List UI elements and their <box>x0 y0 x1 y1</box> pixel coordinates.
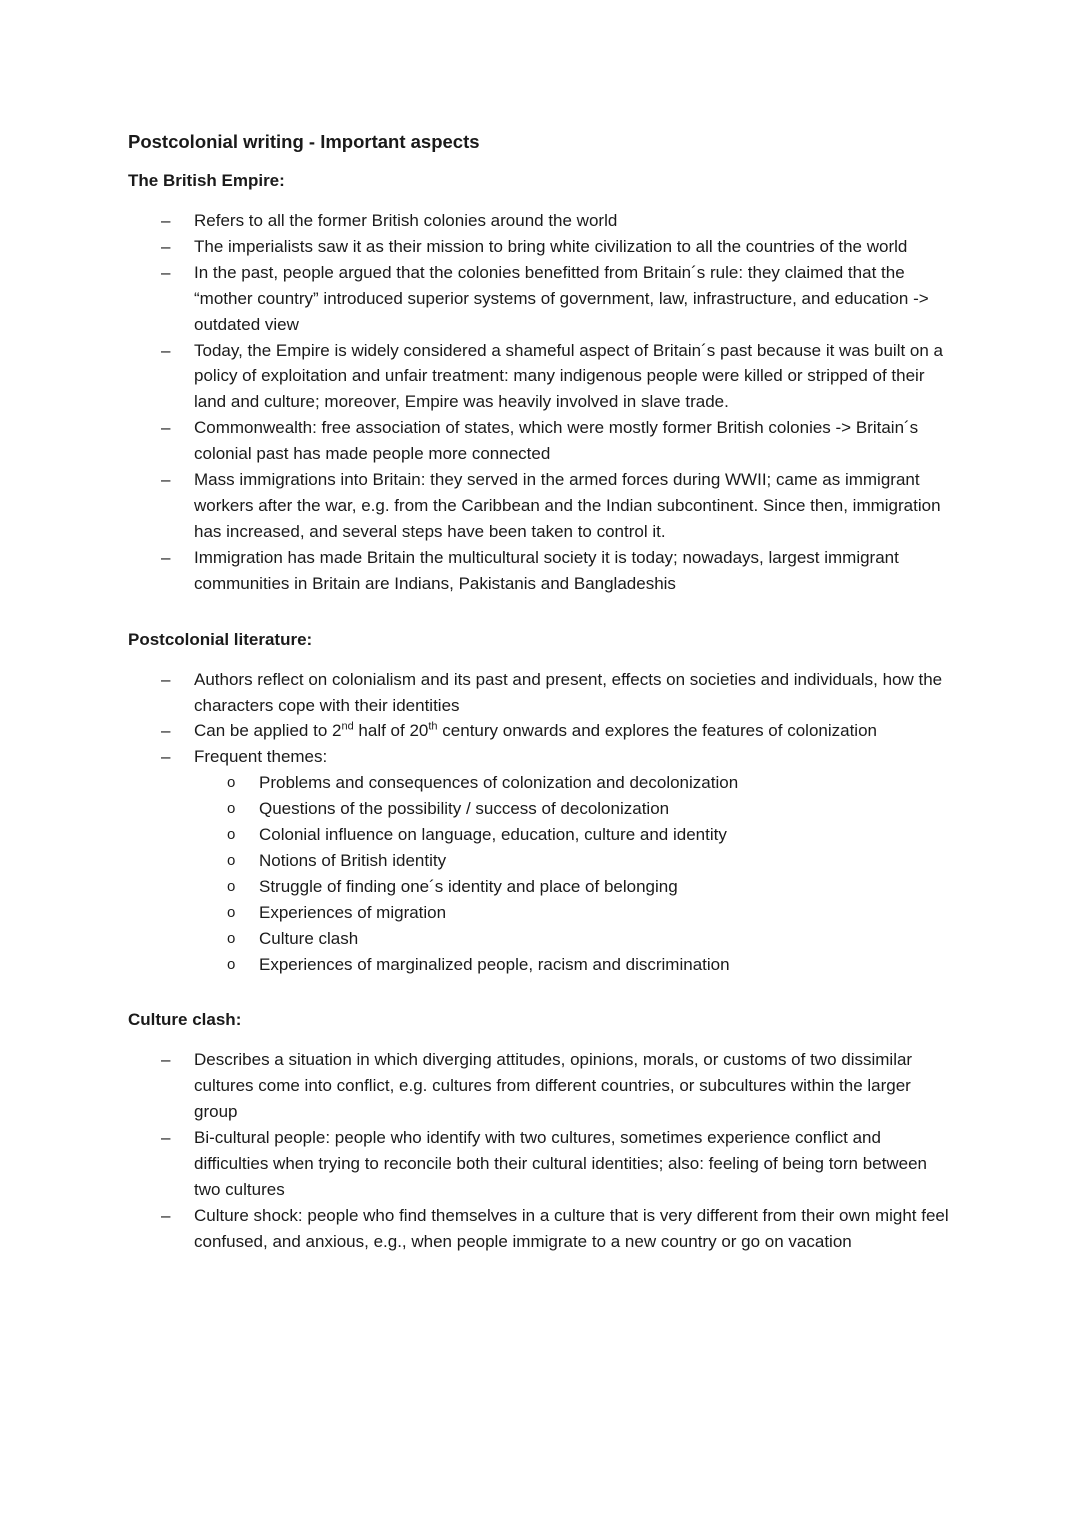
list-item: – Today, the Empire is widely considered a shameful aspect of Britain´s past because it was built on a policy of exploitation and unfair treatment: many indigenous people were killed or stripped of their land and culture; moreover, Empire was heavily involved in slave trade. <box>128 338 958 416</box>
list-item: – In the past, people argued that the colonies benefitted from Britain´s rule: they claimed that the “mother country” introduced superior systems of government, law, infrastructure, and education -> outdated view <box>128 260 958 338</box>
theme-item: o Colonial influence on language, education, culture and identity <box>194 822 958 848</box>
theme-item: o Struggle of finding one´s identity and place of belonging <box>194 874 958 900</box>
list-item: – Culture shock: people who find themselves in a culture that is very different from their own might feel confused, and anxious, e.g., when people immigrate to a new country or go on vacation <box>128 1203 958 1255</box>
theme-list <box>194 770 958 977</box>
section-culture-clash <box>128 1007 958 1254</box>
section-british-empire <box>128 168 958 597</box>
bullet-list <box>128 1047 958 1254</box>
document-title: Postcolonial writing - Important aspects <box>128 131 480 152</box>
list-item: – The imperialists saw it as their mission to bring white civilization to all the countries of the world <box>128 234 958 260</box>
section-heading: The British Empire: <box>128 171 285 190</box>
theme-item: o Experiences of migration <box>194 900 958 926</box>
section-heading: Culture clash: <box>128 1010 242 1030</box>
bullet-list <box>128 667 958 978</box>
list-item: – Describes a situation in which diverging attitudes, opinions, morals, or customs of two dissimilar cultures come into conflict, e.g. cultures from different countries, or subcultures within the larger group <box>128 1047 958 1125</box>
list-item: – Immigration has made Britain the multicultural society it is today; nowadays, largest immigrant communities in Britain are Indians, Pakistanis and Bangladeshis <box>128 545 958 597</box>
bullet-list <box>128 208 958 597</box>
list-item: – Bi-cultural people: people who identify with two cultures, sometimes experience conflict and difficulties when trying to reconcile both their cultural identities; also: feeling of being torn between two cultures <box>128 1125 958 1203</box>
list-item <box>128 744 958 977</box>
theme-item: o Experiences of marginalized people, racism and discrimination <box>194 952 958 978</box>
section-heading: Postcolonial literature: <box>128 629 313 649</box>
item-text: half of 20 <box>353 721 429 741</box>
theme-item: o Problems and consequences of colonization and decolonization <box>194 770 958 796</box>
theme-item: o Culture clash <box>194 926 958 952</box>
theme-item: o Notions of British identity <box>194 848 958 874</box>
section-postcolonial-literature <box>128 627 958 978</box>
list-item <box>128 718 958 744</box>
superscript: nd <box>341 720 354 733</box>
theme-item: o Questions of the possibility / success of decolonization <box>194 796 958 822</box>
item-text: Frequent themes: <box>194 747 328 767</box>
item-text: Can be applied to 2 <box>194 721 342 741</box>
superscript: th <box>428 720 438 733</box>
item-text: century onwards and explores the features of colonization <box>437 721 877 741</box>
list-item: – Mass immigrations into Britain: they served in the armed forces during WWII; came as immigrant workers after the war, e.g. from the Caribbean and the Indian subcontinent. Since then, immigration has increased, and several steps have been taken to control it. <box>128 467 958 545</box>
list-item: – Authors reflect on colonialism and its past and present, effects on societies and individuals, how the characters cope with their identities <box>128 667 958 719</box>
list-item: – Refers to all the former British colonies around the world <box>128 208 958 234</box>
document-content <box>128 128 958 1271</box>
list-item: – Commonwealth: free association of states, which were mostly former British colonies -> Britain´s colonial past has made people more connected <box>128 415 958 467</box>
